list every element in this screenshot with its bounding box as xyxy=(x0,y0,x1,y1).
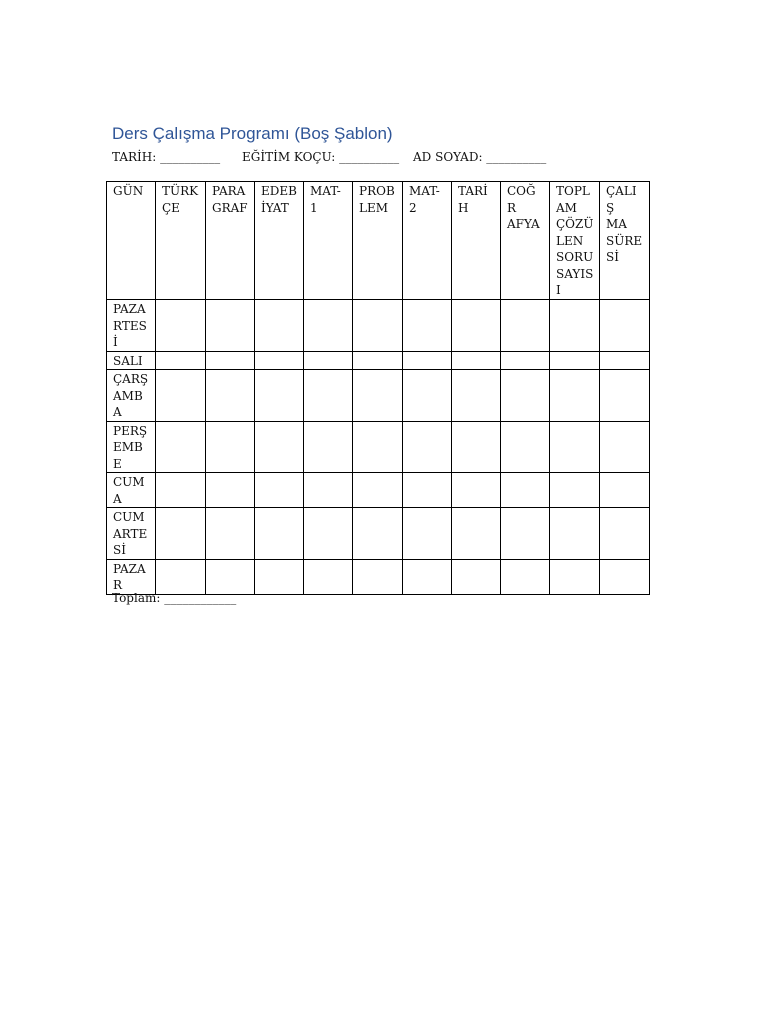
empty-cell[interactable] xyxy=(550,473,600,508)
empty-cell[interactable] xyxy=(403,508,452,560)
empty-cell[interactable] xyxy=(550,370,600,422)
empty-cell[interactable] xyxy=(206,351,255,370)
empty-cell[interactable] xyxy=(156,370,206,422)
header-cell-problem: PROB LEM xyxy=(353,182,403,300)
empty-cell[interactable] xyxy=(353,421,403,473)
empty-cell[interactable] xyxy=(353,559,403,594)
empty-cell[interactable] xyxy=(501,421,550,473)
total-field-label: Toplam: ____________ xyxy=(112,591,237,605)
empty-cell[interactable] xyxy=(452,421,501,473)
empty-cell[interactable] xyxy=(600,421,650,473)
empty-cell[interactable] xyxy=(353,300,403,352)
table-header-row xyxy=(107,182,650,300)
empty-cell[interactable] xyxy=(550,559,600,594)
header-cell-toplam-cozulen-soru-sayisi: TOPL AM ÇÖZÜ LEN SORU SAYIS I xyxy=(550,182,600,300)
empty-cell[interactable] xyxy=(403,351,452,370)
empty-cell[interactable] xyxy=(452,473,501,508)
empty-cell[interactable] xyxy=(255,351,304,370)
header-cell-cografya: COĞR AFYA xyxy=(501,182,550,300)
empty-cell[interactable] xyxy=(501,473,550,508)
empty-cell[interactable] xyxy=(255,370,304,422)
empty-cell[interactable] xyxy=(206,300,255,352)
empty-cell[interactable] xyxy=(156,351,206,370)
empty-cell[interactable] xyxy=(403,300,452,352)
empty-cell[interactable] xyxy=(501,370,550,422)
empty-cell[interactable] xyxy=(255,421,304,473)
empty-cell[interactable] xyxy=(206,508,255,560)
day-cell-cuma: CUM A xyxy=(107,473,156,508)
empty-cell[interactable] xyxy=(452,370,501,422)
day-cell-persembe: PERŞ EMBE xyxy=(107,421,156,473)
empty-cell[interactable] xyxy=(255,508,304,560)
empty-cell[interactable] xyxy=(353,351,403,370)
empty-cell[interactable] xyxy=(255,473,304,508)
table-row xyxy=(107,351,650,370)
empty-cell[interactable] xyxy=(156,559,206,594)
empty-cell[interactable] xyxy=(600,370,650,422)
header-cell-mat-1: MAT- 1 xyxy=(304,182,353,300)
day-cell-sali: SALI xyxy=(107,351,156,370)
table-row xyxy=(107,300,650,352)
table-row xyxy=(107,370,650,422)
empty-cell[interactable] xyxy=(452,351,501,370)
empty-cell[interactable] xyxy=(550,508,600,560)
header-cell-tarih: TARİ H xyxy=(452,182,501,300)
empty-cell[interactable] xyxy=(600,351,650,370)
header-cell-gun: GÜN xyxy=(107,182,156,300)
header-cell-paragraf: PARA GRAF xyxy=(206,182,255,300)
empty-cell[interactable] xyxy=(353,473,403,508)
name-field-label: AD SOYAD: __________ xyxy=(413,150,547,164)
table-row xyxy=(107,473,650,508)
empty-cell[interactable] xyxy=(353,370,403,422)
empty-cell[interactable] xyxy=(353,508,403,560)
empty-cell[interactable] xyxy=(403,473,452,508)
empty-cell[interactable] xyxy=(600,508,650,560)
empty-cell[interactable] xyxy=(452,300,501,352)
empty-cell[interactable] xyxy=(550,300,600,352)
empty-cell[interactable] xyxy=(403,421,452,473)
empty-cell[interactable] xyxy=(304,351,353,370)
empty-cell[interactable] xyxy=(403,370,452,422)
empty-cell[interactable] xyxy=(206,473,255,508)
empty-cell[interactable] xyxy=(255,300,304,352)
empty-cell[interactable] xyxy=(304,370,353,422)
empty-cell[interactable] xyxy=(600,473,650,508)
table-row xyxy=(107,508,650,560)
empty-cell[interactable] xyxy=(501,351,550,370)
empty-cell[interactable] xyxy=(550,351,600,370)
study-schedule-table xyxy=(106,181,650,595)
empty-cell[interactable] xyxy=(156,421,206,473)
header-cell-edebiyat: EDEB İYAT xyxy=(255,182,304,300)
empty-cell[interactable] xyxy=(304,421,353,473)
table-row xyxy=(107,559,650,594)
empty-cell[interactable] xyxy=(501,300,550,352)
header-cell-turkce: TÜRK ÇE xyxy=(156,182,206,300)
day-cell-cumartesi: CUM ARTE Sİ xyxy=(107,508,156,560)
empty-cell[interactable] xyxy=(156,300,206,352)
document-title: Ders Çalışma Programı (Boş Şablon) xyxy=(112,124,393,143)
empty-cell[interactable] xyxy=(600,559,650,594)
empty-cell[interactable] xyxy=(156,508,206,560)
empty-cell[interactable] xyxy=(304,300,353,352)
empty-cell[interactable] xyxy=(304,473,353,508)
table-row xyxy=(107,421,650,473)
empty-cell[interactable] xyxy=(550,421,600,473)
empty-cell[interactable] xyxy=(501,508,550,560)
day-cell-pazartesi: PAZA RTES İ xyxy=(107,300,156,352)
empty-cell[interactable] xyxy=(206,370,255,422)
coach-field-label: EĞİTİM KOÇU: __________ xyxy=(242,150,400,164)
empty-cell[interactable] xyxy=(403,559,452,594)
header-cell-calisma-suresi: ÇALIŞ MA SÜRE Sİ xyxy=(600,182,650,300)
empty-cell[interactable] xyxy=(206,559,255,594)
header-cell-mat-2: MAT- 2 xyxy=(403,182,452,300)
empty-cell[interactable] xyxy=(304,508,353,560)
empty-cell[interactable] xyxy=(255,559,304,594)
empty-cell[interactable] xyxy=(501,559,550,594)
empty-cell[interactable] xyxy=(452,559,501,594)
day-cell-carsamba: ÇARŞ AMB A xyxy=(107,370,156,422)
empty-cell[interactable] xyxy=(600,300,650,352)
empty-cell[interactable] xyxy=(304,559,353,594)
date-field-label: TARİH: __________ xyxy=(112,150,221,164)
day-cell-pazar: PAZA R xyxy=(107,559,156,594)
empty-cell[interactable] xyxy=(206,421,255,473)
empty-cell[interactable] xyxy=(452,508,501,560)
empty-cell[interactable] xyxy=(156,473,206,508)
